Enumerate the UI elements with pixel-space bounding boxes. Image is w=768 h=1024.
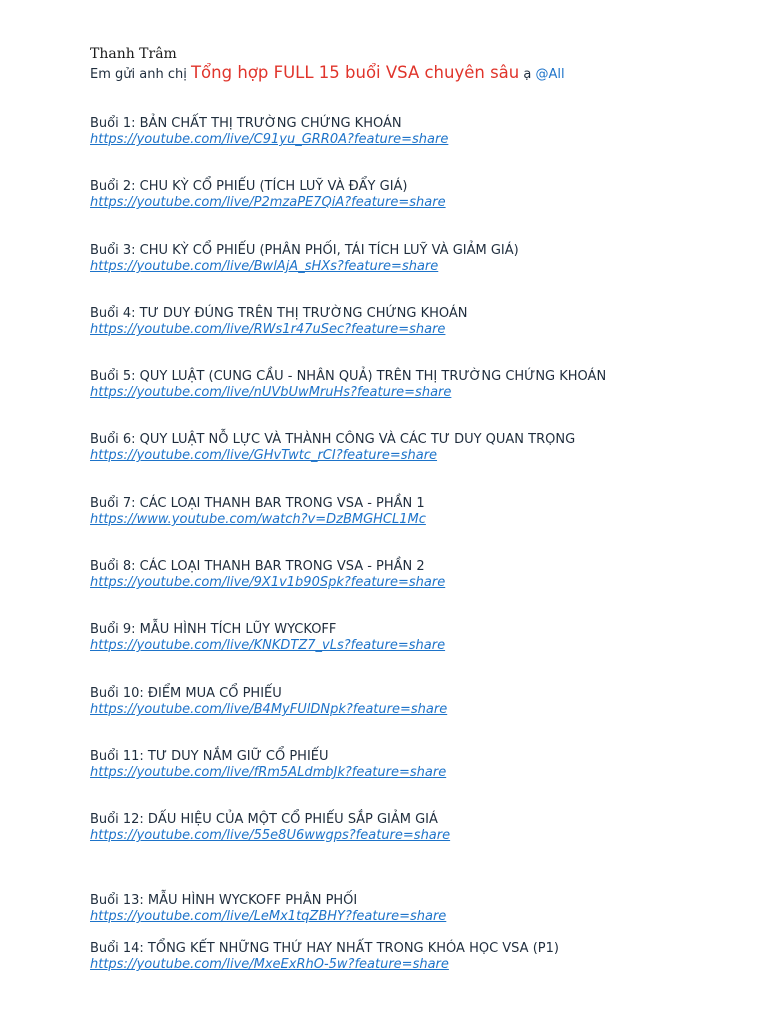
intro-prefix: Em gửi anh chị (90, 67, 187, 82)
session-link[interactable]: https://youtube.com/live/fRm5ALdmbJk?feature=share (90, 765, 447, 780)
session-item (90, 559, 445, 591)
session-title: Buổi 10: ĐIỂM MUA CỔ PHIẾU (90, 686, 282, 701)
session-item (90, 686, 447, 718)
session-item (90, 179, 446, 211)
session-item (90, 622, 445, 654)
session-link[interactable]: https://youtube.com/live/9X1v1b90Spk?feature=share (90, 575, 446, 590)
session-item (90, 306, 468, 338)
session-link[interactable]: https://youtube.com/live/55e8U6wwgps?feature=share (90, 828, 451, 843)
session-item (90, 116, 448, 148)
mention-all[interactable]: @All (535, 67, 565, 82)
session-link[interactable]: https://youtube.com/live/MxeExRhO-5w?feature=share (90, 957, 449, 972)
session-link[interactable]: https://youtube.com/live/nUVbUwMruHs?feature=share (90, 385, 452, 400)
document-page (90, 0, 750, 1024)
intro-highlight: Tổng hợp FULL 15 buổi VSA chuyên sâu (190, 63, 520, 82)
session-title: Buổi 9: MẪU HÌNH TÍCH LŨY WYCKOFF (90, 622, 337, 637)
session-link[interactable]: https://youtube.com/live/LeMx1tqZBHY?feature=share (90, 909, 447, 924)
intro-line (90, 63, 565, 82)
session-link[interactable]: https://youtube.com/live/KNKDTZ7_vLs?feature=share (90, 638, 446, 653)
session-title: Buổi 3: CHU KỲ CỔ PHIẾU (PHÂN PHỐI, TÁI TÍCH LUỸ VÀ GIẢM GIÁ) (90, 243, 519, 258)
session-item (90, 749, 446, 781)
intro-suffix: ạ (523, 67, 532, 82)
session-link[interactable]: https://youtube.com/live/C91yu_GRR0A?feature=share (90, 132, 449, 147)
session-link[interactable]: https://youtube.com/live/P2mzaPE7QiA?feature=share (90, 195, 446, 210)
session-title: Buổi 7: CÁC LOẠI THANH BAR TRONG VSA - PHẦN 1 (90, 496, 425, 511)
session-link[interactable]: https://youtube.com/live/BwlAjA_sHXs?feature=share (90, 259, 439, 274)
session-title: Buổi 14: TỔNG KẾT NHỮNG THỨ HAY NHẤT TRONG KHÓA HỌC VSA (P1) (90, 941, 559, 956)
session-link[interactable]: https://youtube.com/live/RWs1r47uSec?feature=share (90, 322, 446, 337)
session-link[interactable]: https://youtube.com/live/GHvTwtc_rCI?feature=share (90, 448, 438, 463)
session-item (90, 369, 606, 401)
author-name: Thanh Trâm (90, 46, 177, 62)
session-title: Buổi 8: CÁC LOẠI THANH BAR TRONG VSA - PHẦN 2 (90, 559, 425, 574)
session-title: Buổi 6: QUY LUẬT NỖ LỰC VÀ THÀNH CÔNG VÀ CÁC TƯ DUY QUAN TRỌNG (90, 432, 576, 447)
session-title: Buổi 2: CHU KỲ CỔ PHIẾU (TÍCH LUỸ VÀ ĐẨY GIÁ) (90, 179, 408, 194)
session-item (90, 243, 519, 275)
session-link[interactable]: https://youtube.com/live/B4MyFUlDNpk?feature=share (90, 702, 448, 717)
session-item (90, 941, 559, 973)
session-title: Buổi 12: DẤU HIỆU CỦA MỘT CỔ PHIẾU SẮP GIẢM GIÁ (90, 812, 438, 827)
session-title: Buổi 11: TƯ DUY NẮM GIỮ CỔ PHIẾU (90, 749, 329, 764)
session-title: Buổi 13: MẪU HÌNH WYCKOFF PHÂN PHỐI (90, 893, 358, 908)
session-link[interactable]: https://www.youtube.com/watch?v=DzBMGHCL1Mc (90, 512, 426, 527)
session-item (90, 893, 446, 925)
session-item (90, 432, 575, 464)
session-title: Buổi 4: TƯ DUY ĐÚNG TRÊN THỊ TRƯỜNG CHỨNG KHOÁN (90, 306, 468, 321)
session-title: Buổi 1: BẢN CHẤT THỊ TRƯỜNG CHỨNG KHOÁN (90, 116, 402, 131)
session-item (90, 812, 450, 844)
session-title: Buổi 5: QUY LUẬT (CUNG CẦU - NHÂN QUẢ) TRÊN THỊ TRƯỜNG CHỨNG KHOÁN (90, 369, 607, 384)
session-item (90, 496, 426, 528)
